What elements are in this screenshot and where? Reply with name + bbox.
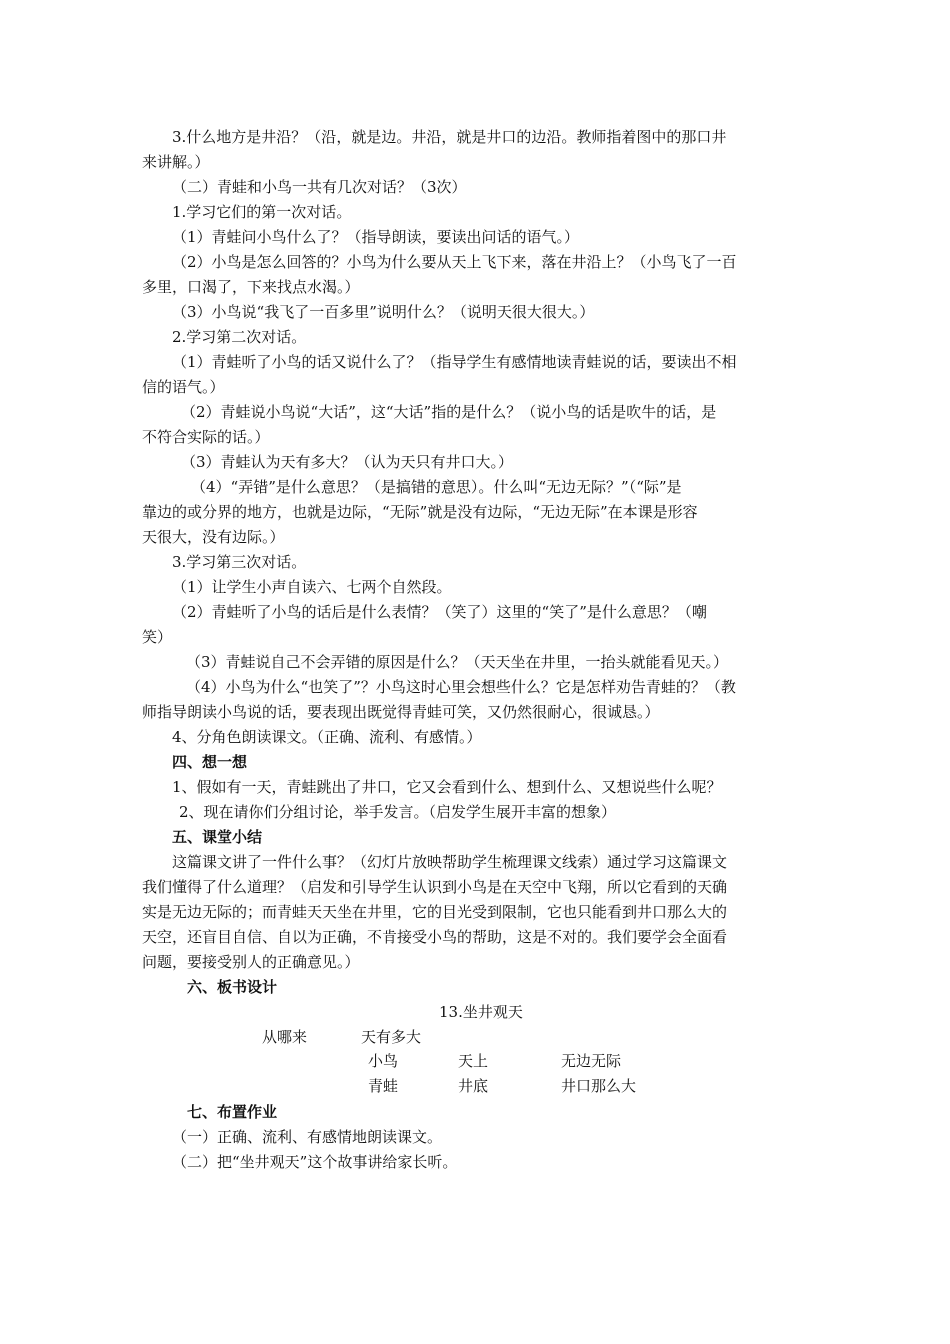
board-cell: 井口那么大	[561, 1077, 637, 1095]
paragraph-line: 这篇课文讲了一件什么事？（幻灯片放映帮助学生梳理课文线索）通过学习这篇课文	[172, 853, 728, 871]
homework-item: （一）正确、流利、有感情地朗读课文。	[172, 1128, 443, 1146]
paragraph-line: 2、现在请你们分组讨论，举手发言。（启发学生展开丰富的想象）	[179, 803, 617, 821]
paragraph-line: （3）青蛙认为天有多大？（认为天只有井口大。）	[181, 453, 514, 471]
paragraph-line: 问题，要接受别人的正确意见。）	[142, 953, 360, 971]
board-header-size: 天有多大	[361, 1028, 422, 1046]
paragraph-line: 天很大，没有边际。）	[142, 528, 285, 546]
board-cell: 青蛙	[368, 1077, 399, 1095]
paragraph-line: 笑）	[142, 628, 173, 646]
paragraph-line: （2）青蛙说小鸟说“大话”，这“大话”指的是什么？（说小鸟的话是吹牛的话，是	[181, 403, 717, 421]
paragraph-line: 信的语气。）	[142, 378, 225, 396]
section-heading: 五、课堂小结	[172, 828, 263, 846]
paragraph-line: 3.学习第三次对话。	[172, 553, 307, 571]
paragraph-line: 不符合实际的话。）	[142, 428, 270, 446]
section-heading: 七、布置作业	[187, 1103, 278, 1121]
paragraph-line: （1）青蛙听了小鸟的话又说什么了？（指导学生有感情地读青蛙说的话，要读出不相	[172, 353, 737, 371]
board-cell: 无边无际	[561, 1052, 622, 1070]
board-cell: 小鸟	[368, 1052, 399, 1070]
paragraph-line: （2）小鸟是怎么回答的？小鸟为什么要从天上飞下来，落在井沿上？（小鸟飞了一百	[172, 253, 737, 271]
paragraph-line: 1.学习它们的第一次对话。	[172, 203, 352, 221]
paragraph-line: 来讲解。）	[142, 153, 210, 171]
paragraph-line: （1）青蛙问小鸟什么了？（指导朗读，要读出问话的语气。）	[172, 228, 580, 246]
paragraph-line: 师指导朗读小鸟说的话，要表现出既觉得青蛙可笑，又仍然很耐心，很诚恳。）	[142, 703, 660, 721]
paragraph-line: 我们懂得了什么道理？（启发和引导学生认识到小鸟是在天空中飞翔，所以它看到的天确	[142, 878, 728, 896]
paragraph-line: （二）青蛙和小鸟一共有几次对话？（3次）	[172, 178, 467, 196]
paragraph-line: （3）小鸟说“我飞了一百多里”说明什么？（说明天很大很大。）	[172, 303, 595, 321]
section-heading: 四、想一想	[172, 753, 248, 771]
paragraph-line: 天空，还盲目自信、自以为正确，不肯接受小鸟的帮助，这是不对的。我们要学会全面看	[142, 928, 728, 946]
paragraph-line: （4）“弄错”是什么意思？（是搞错的意思）。什么叫“无边无际？”（“际”是	[191, 478, 682, 496]
paragraph-line: 1、假如有一天，青蛙跳出了井口，它又会看到什么、想到什么、又想说些什么呢？	[172, 778, 722, 796]
paragraph-line: 2.学习第二次对话。	[172, 328, 307, 346]
paragraph-line: 3.什么地方是井沿？（沿，就是边。井沿，就是井口的边沿。教师指着图中的那口井	[172, 128, 727, 146]
paragraph-line: （2）青蛙听了小鸟的话后是什么表情？（笑了）这里的“笑了”是什么意思？（嘲	[172, 603, 707, 621]
board-header-from: 从哪来	[262, 1028, 308, 1046]
paragraph-line: 多里，口渴了，下来找点水渴。）	[142, 278, 360, 296]
paragraph-line: （1）让学生小声自读六、七两个自然段。	[172, 578, 452, 596]
homework-item: （二）把“坐井观天”这个故事讲给家长听。	[172, 1153, 458, 1171]
paragraph-line: 靠边的或分界的地方，也就是边际，“无际”就是没有边际，“无边无际”在本课是形容	[142, 503, 698, 521]
paragraph-line: 4、分角色朗读课文。（正确、流利、有感情。）	[172, 728, 482, 746]
board-cell: 天上	[458, 1052, 489, 1070]
section-heading: 六、板书设计	[187, 978, 278, 996]
paragraph-line: 实是无边无际的；而青蛙天天坐在井里，它的目光受到限制，它也只能看到井口那么大的	[142, 903, 728, 921]
board-cell: 井底	[458, 1077, 489, 1095]
paragraph-line: （3）青蛙说自己不会弄错的原因是什么？（天天坐在井里，一抬头就能看见天。）	[186, 653, 729, 671]
paragraph-line: （4）小鸟为什么“也笑了”？小鸟这时心里会想些什么？它是怎样劝告青蛙的？（教	[186, 678, 736, 696]
board-title: 13.坐井观天	[439, 1003, 523, 1021]
